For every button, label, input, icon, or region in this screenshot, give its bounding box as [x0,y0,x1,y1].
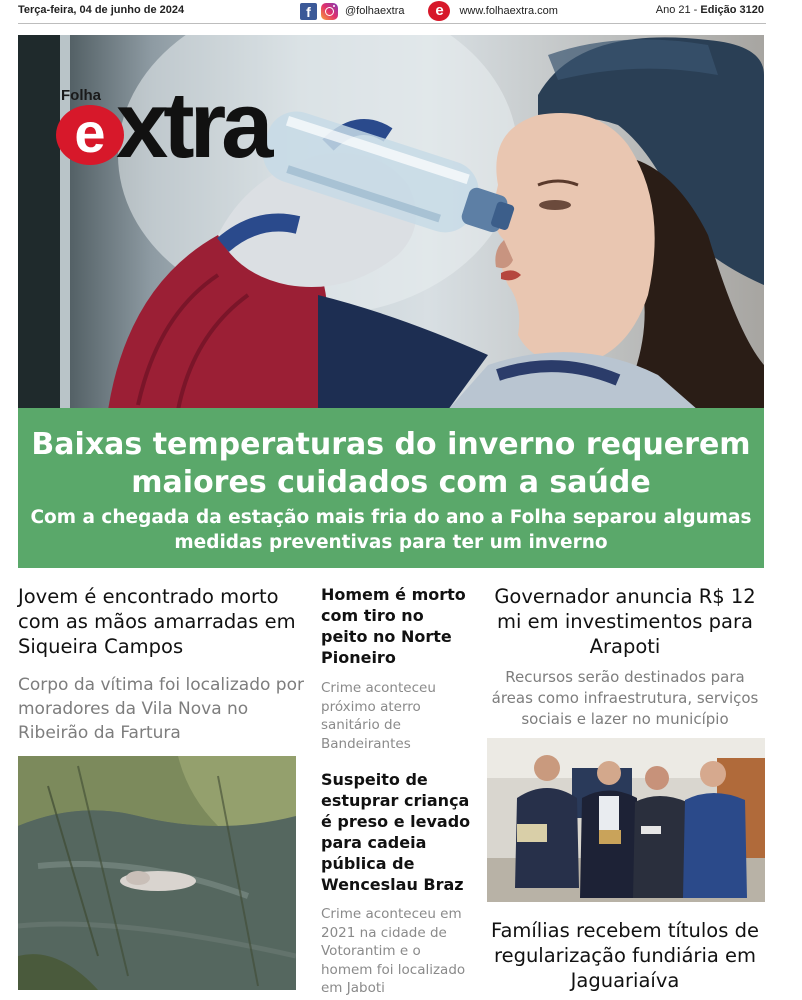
governor-photo[interactable] [487,738,765,902]
middle-headline-1[interactable]: Homem é morto com tiro no peito no Norte Pioneiro [321,585,466,667]
left-subhead: Corpo da vítima foi localizado por moradores da Vila Nova no Ribeirão da Fartura [18,675,304,743]
main-headline[interactable]: Baixas temperaturas do inverno requerem maiores cuidados com a saúde [31,427,751,500]
creek-photo[interactable] [18,756,296,990]
right-story-2[interactable] [484,918,766,993]
hero-photo[interactable] [18,35,764,410]
masthead-bar [18,0,766,24]
edition-number: Edição 3120 [700,4,764,16]
main-subhead: Com a chegada da estação mais fria do ano a Folha separou algumas medidas preventivas para ter um inverno [30,507,752,553]
logo-folha: Folha [61,87,101,104]
governor-illustration [487,738,765,902]
logo-e-badge: e [56,105,124,165]
issue-date: Terça-feira, 04 de junho de 2024 [18,4,185,16]
edition-info [656,4,764,16]
right-subhead-1: Recursos serão destinados para áreas como infraestrutura, serviços sociais e lazer no município [491,668,759,728]
middle-subhead-1: Crime aconteceu próximo aterro sanitário de Bandeirantes [321,680,436,752]
website-link[interactable]: www.folhaextra.com [459,5,558,17]
social-links [300,1,558,21]
logo-xtra: xtra [116,72,269,177]
facebook-icon[interactable]: f [300,3,317,20]
creek-illustration [18,756,296,990]
main-story-banner[interactable] [18,408,764,568]
instagram-icon[interactable] [321,3,338,20]
left-story[interactable] [18,584,304,745]
social-handle[interactable]: @folhaextra [345,5,405,17]
right-story-1[interactable] [484,584,766,730]
extra-logo-icon: e [428,1,450,21]
right-headline-1[interactable]: Governador anuncia R$ 12 mi em investimentos para Arapoti [494,585,756,658]
middle-subhead-2: Crime aconteceu em 2021 na cidade de Votorantim e o homem foi localizado em Jaboti [321,906,466,996]
right-headline-2[interactable]: Famílias recebem títulos de regularização fundiária em Jaguariaíva [491,919,759,992]
middle-story-2[interactable] [321,769,473,998]
middle-story-1[interactable] [321,584,473,753]
left-headline[interactable]: Jovem é encontrado morto com as mãos amarradas em Siqueira Campos [18,585,296,658]
edition-year: Ano 21 - [655,4,701,16]
middle-headline-2[interactable]: Suspeito de estuprar criança é preso e levado para cadeia pública de Wenceslau Braz [321,770,471,894]
